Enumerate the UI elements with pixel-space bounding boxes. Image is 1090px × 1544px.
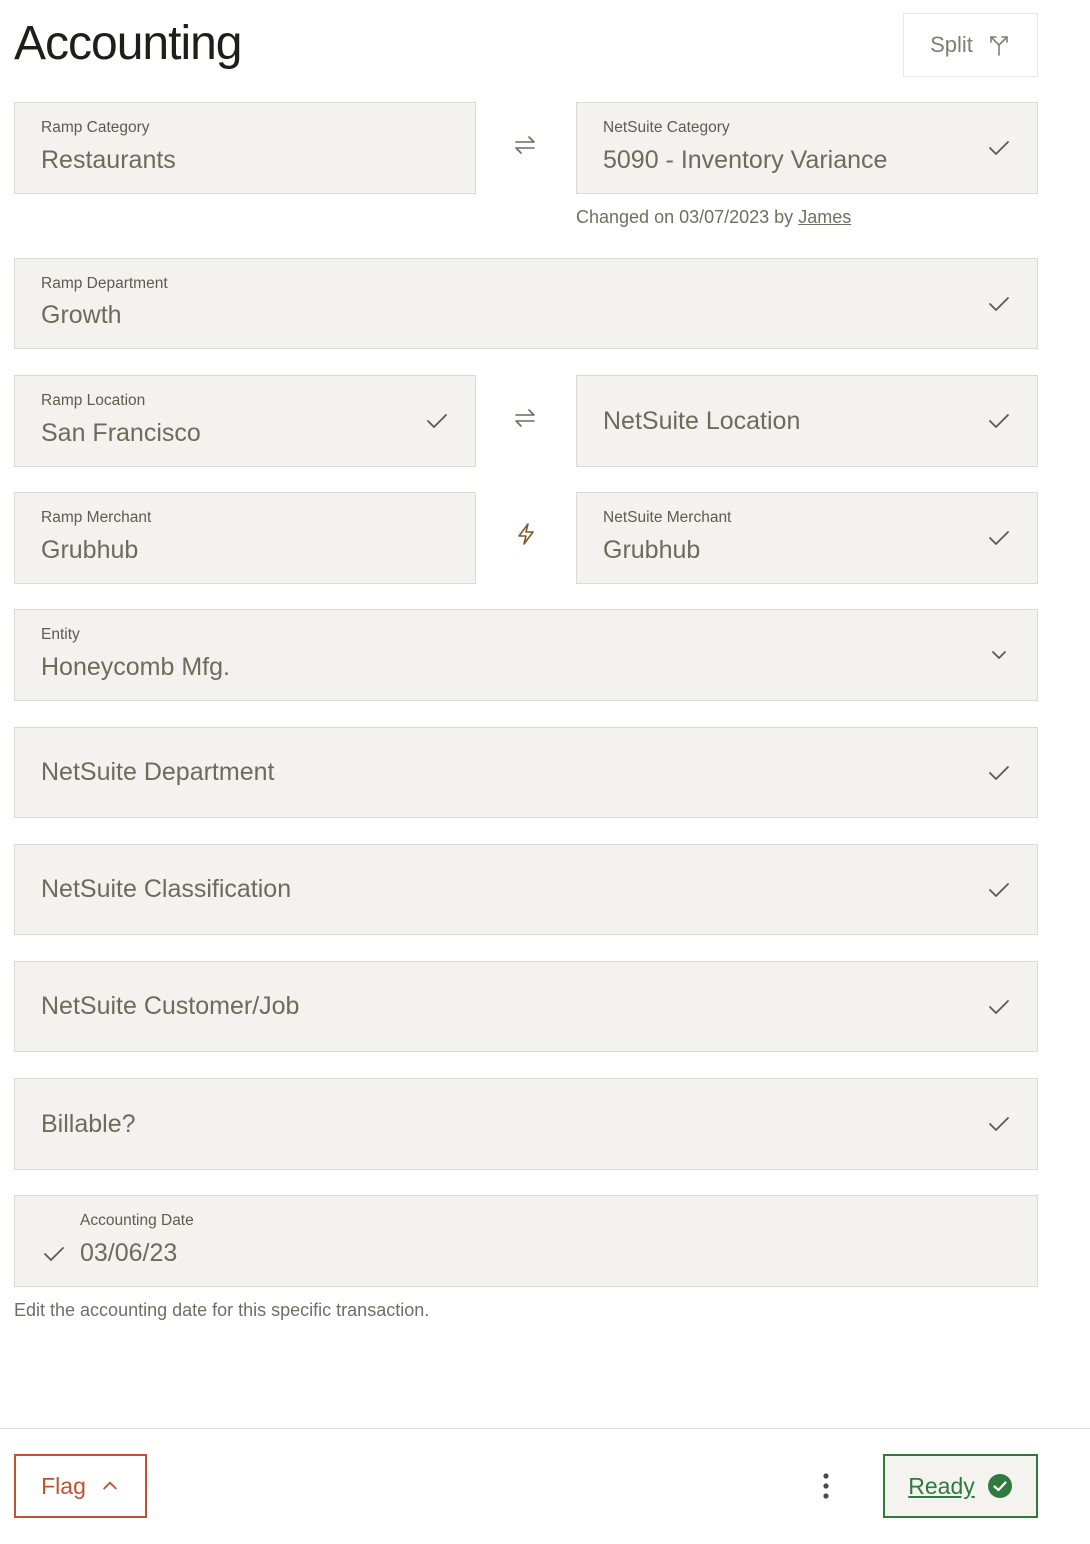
check-icon — [987, 761, 1011, 785]
netsuite-customer-job-placeholder: NetSuite Customer/Job — [41, 992, 300, 1020]
changed-by-user-link[interactable]: James — [798, 207, 852, 227]
ramp-merchant-field[interactable] — [14, 492, 476, 584]
check-icon — [987, 136, 1011, 160]
ramp-department-value: Growth — [41, 301, 122, 329]
change-note-text: Changed on 03/07/2023 by — [576, 207, 794, 227]
netsuite-category-label: NetSuite Category — [603, 119, 730, 136]
split-icon — [987, 33, 1011, 57]
accounting-date-help: Edit the accounting date for this specific transaction. — [14, 1300, 430, 1320]
check-icon — [987, 409, 1011, 433]
netsuite-merchant-label: NetSuite Merchant — [603, 509, 732, 526]
more-options-icon[interactable] — [812, 1470, 840, 1502]
page-title: Accounting — [14, 17, 242, 70]
netsuite-merchant-value: Grubhub — [603, 536, 701, 564]
entity-select[interactable] — [14, 609, 1038, 701]
ramp-category-field[interactable] — [14, 102, 476, 194]
netsuite-department-field[interactable] — [14, 727, 1038, 818]
ramp-merchant-value: Grubhub — [41, 536, 139, 564]
category-change-note — [576, 207, 851, 228]
billable-field[interactable] — [14, 1078, 1038, 1170]
ramp-location-value: San Francisco — [41, 419, 201, 447]
netsuite-classification-field[interactable] — [14, 844, 1038, 935]
netsuite-category-field[interactable] — [576, 102, 1038, 194]
auto-match-lightning-icon — [514, 522, 538, 546]
ramp-location-label: Ramp Location — [41, 392, 146, 409]
billable-placeholder: Billable? — [41, 1109, 136, 1138]
split-button[interactable] — [903, 13, 1038, 77]
check-icon — [425, 409, 449, 433]
ramp-category-value: Restaurants — [41, 146, 176, 174]
check-circle-icon — [987, 1473, 1013, 1499]
ramp-category-label: Ramp Category — [41, 119, 150, 136]
netsuite-customer-job-field[interactable] — [14, 961, 1038, 1052]
netsuite-department-placeholder: NetSuite Department — [41, 758, 275, 786]
check-icon — [987, 995, 1011, 1019]
accounting-date-field[interactable] — [14, 1195, 1038, 1287]
footer-divider — [0, 1428, 1090, 1429]
check-icon — [987, 878, 1011, 902]
accounting-date-value: 03/06/23 — [80, 1239, 178, 1267]
netsuite-location-placeholder: NetSuite Location — [603, 406, 801, 435]
split-label: Split — [930, 32, 973, 57]
netsuite-merchant-field[interactable] — [576, 492, 1038, 584]
flag-button[interactable] — [14, 1454, 147, 1518]
entity-value: Honeycomb Mfg. — [41, 653, 230, 681]
entity-label: Entity — [41, 626, 80, 643]
netsuite-classification-placeholder: NetSuite Classification — [41, 875, 292, 903]
chevron-down-icon — [987, 643, 1011, 667]
mapping-swap-icon — [513, 133, 537, 157]
ramp-merchant-label: Ramp Merchant — [41, 509, 152, 526]
ramp-department-field[interactable] — [14, 258, 1038, 349]
chevron-up-icon — [100, 1476, 120, 1496]
check-icon — [42, 1242, 66, 1266]
netsuite-category-value: 5090 - Inventory Variance — [603, 146, 888, 174]
check-icon — [987, 526, 1011, 550]
accounting-date-label: Accounting Date — [80, 1212, 194, 1229]
check-icon — [987, 292, 1011, 316]
ramp-location-field[interactable] — [14, 375, 476, 467]
mapping-swap-icon — [513, 406, 537, 430]
flag-label: Flag — [41, 1472, 86, 1499]
check-icon — [987, 1112, 1011, 1136]
netsuite-location-field[interactable] — [576, 375, 1038, 467]
ramp-department-label: Ramp Department — [41, 275, 168, 292]
ready-label: Ready — [908, 1472, 975, 1499]
ready-button[interactable] — [883, 1454, 1038, 1518]
